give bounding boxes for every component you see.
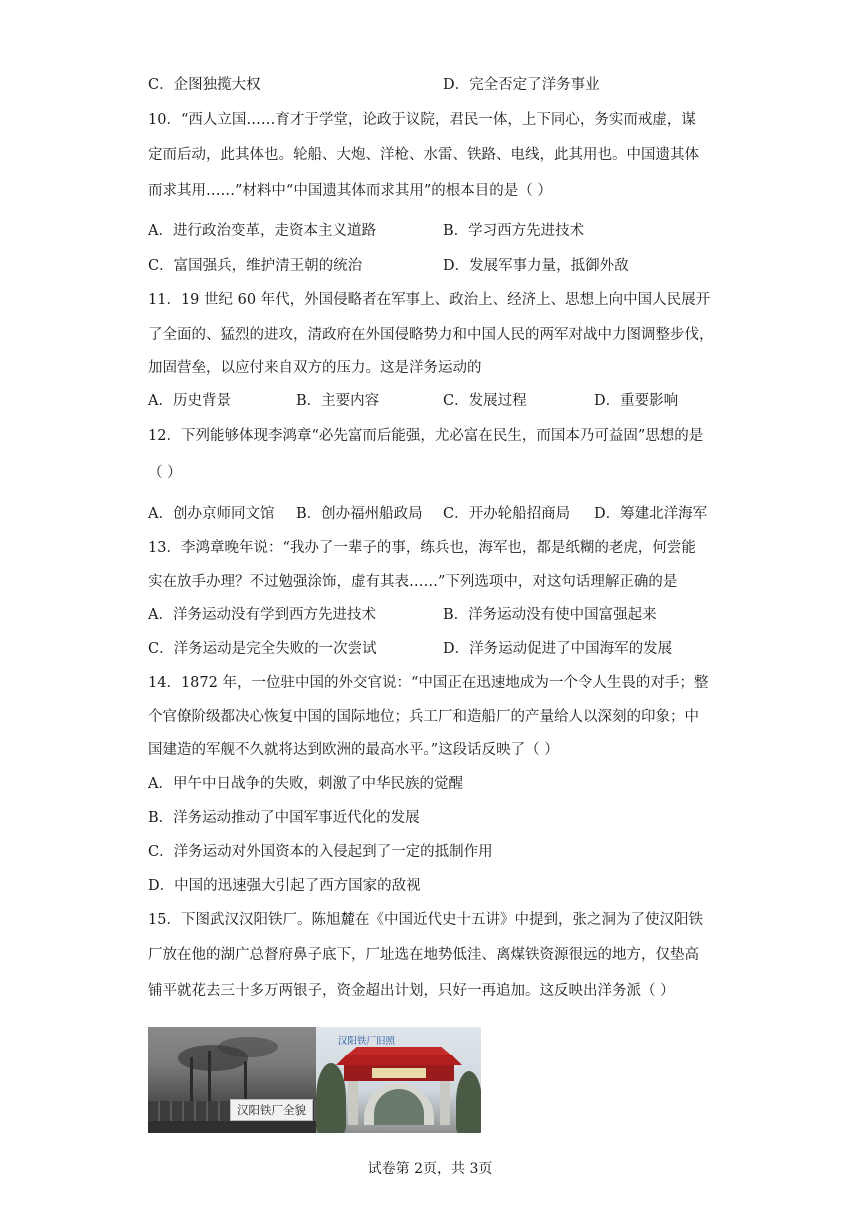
- q14-stem-line2: 个官僚阶级都决心恢复中国的国际地位；兵工厂和造船厂的产量给人以深刻的印象；中: [148, 709, 699, 725]
- gate-plaque: [372, 1068, 426, 1078]
- q11-stem-line3: 加固营垒，以应付来自双方的压力。这是洋务运动的: [148, 360, 482, 376]
- q9-option-d: D．完全否定了洋务事业: [443, 77, 600, 93]
- q14-option-c: C．洋务运动对外国资本的入侵起到了一定的抵制作用: [148, 844, 493, 860]
- q10-option-d: D．发展军事力量，抵御外敌: [443, 258, 629, 274]
- photo-caption-right: 汉阳铁厂旧照: [338, 1036, 396, 1047]
- q12-stem-line2: （ ）: [148, 465, 182, 481]
- q12-stem-line1: 12．下列能够体现李鸿章“必先富而后能强，尤必富在民生，而国本乃可益固”思想的是: [148, 428, 704, 444]
- q14-stem-line1: 14．1872 年，一位驻中国的外交官说：“中国正在迅速地成为一个令人生畏的对手；整: [148, 675, 709, 691]
- q14-option-b: B．洋务运动推动了中国军事近代化的发展: [148, 810, 420, 826]
- q13-stem-line2: 实在放手办理？不过勉强涂饰，虚有其表……”下列选项中，对这句话理解正确的是: [148, 574, 678, 590]
- q15-stem-line1: 15．下图武汉汉阳铁厂。陈旭麓在《中国近代史十五讲》中提到，张之洞为了使汉阳铁: [148, 912, 703, 928]
- q13-option-d: D．洋务运动促进了中国海军的发展: [443, 641, 673, 657]
- q11-option-d: D．重要影响: [594, 393, 679, 409]
- q11-option-b: B．主要内容: [296, 393, 380, 409]
- smoke-cloud: [218, 1037, 278, 1057]
- gate-upper-roof: [346, 1047, 452, 1056]
- q13-option-a: A．洋务运动没有学到西方先进技术: [148, 607, 376, 623]
- q13-option-b: B．洋务运动没有使中国富强起来: [443, 607, 657, 623]
- gate-pillar: [440, 1081, 450, 1125]
- photo-caption-left: 汉阳铁厂全貌: [230, 1099, 313, 1121]
- chimney: [208, 1051, 211, 1103]
- q10-option-b: B．学习西方先进技术: [443, 223, 585, 239]
- q9-option-c: C．企图独揽大权: [148, 77, 261, 93]
- q13-option-c: C．洋务运动是完全失败的一次尝试: [148, 641, 377, 657]
- q10-stem-line2: 定而后动，此其体也。轮船、大炮、洋枪、水雷、铁路、电线，此其用也。中国遗其体: [148, 147, 699, 163]
- q15-stem-line3: 铺平就花去三十多万两银子，资金超出计划，只好一再追加。这反映出洋务派（ ）: [148, 983, 675, 999]
- gate-roof: [336, 1055, 462, 1065]
- q11-option-a: A．历史背景: [148, 393, 231, 409]
- q12-option-b: B．创办福州船政局: [296, 506, 423, 522]
- q12-option-c: C．开办轮船招商局: [443, 506, 571, 522]
- page-footer: 试卷第 2页，共 3页: [367, 1161, 493, 1177]
- q12-option-a: A．创办京师同文馆: [148, 506, 275, 522]
- q14-option-a: A．甲午中日战争的失败，刺激了中华民族的觉醒: [148, 776, 463, 792]
- q11-stem-line2: 了全面的、猛烈的进攻，清政府在外国侵略势力和中国人民的两军对战中力图调整步伐，: [148, 327, 714, 343]
- chimney: [190, 1057, 193, 1103]
- hanyang-ironworks-photo: [148, 1027, 481, 1133]
- q10-stem-line3: 而求其用……”材料中“中国遗其体而求其用”的根本目的是（ ）: [148, 183, 552, 199]
- gate-pillar: [348, 1081, 358, 1125]
- q11-stem-line1: 11．19 世纪 60 年代，外国侵略者在军事上、政治上、经济上、思想上向中国人民展开: [148, 292, 711, 308]
- tree: [316, 1063, 346, 1133]
- q15-stem-line2: 厂放在他的湖广总督府鼻子底下，厂址选在地势低洼、离煤铁资源很远的地方，仅垫高: [148, 947, 699, 963]
- q12-option-d: D．筹建北洋海军: [594, 506, 708, 522]
- ground: [148, 1121, 316, 1133]
- q10-stem-line1: 10．“西人立国……育才于学堂，论政于议院，君民一体，上下同心，务实而戒虚，谋: [148, 112, 696, 128]
- q14-stem-line3: 国建造的军舰不久就将达到欧洲的最高水平。”这段话反映了（ ）: [148, 742, 559, 758]
- q13-stem-line1: 13．李鸿章晚年说：“我办了一辈子的事，练兵也，海军也，都是纸糊的老虎，何尝能: [148, 540, 696, 556]
- tree: [456, 1071, 481, 1133]
- q11-option-c: C．发展过程: [443, 393, 527, 409]
- q10-option-c: C．富国强兵，维护清王朝的统治: [148, 258, 363, 274]
- chimney: [244, 1061, 247, 1103]
- q14-option-d: D．中国的迅速强大引起了西方国家的敌视: [148, 878, 421, 894]
- q10-option-a: A．进行政治变革，走资本主义道路: [148, 223, 376, 239]
